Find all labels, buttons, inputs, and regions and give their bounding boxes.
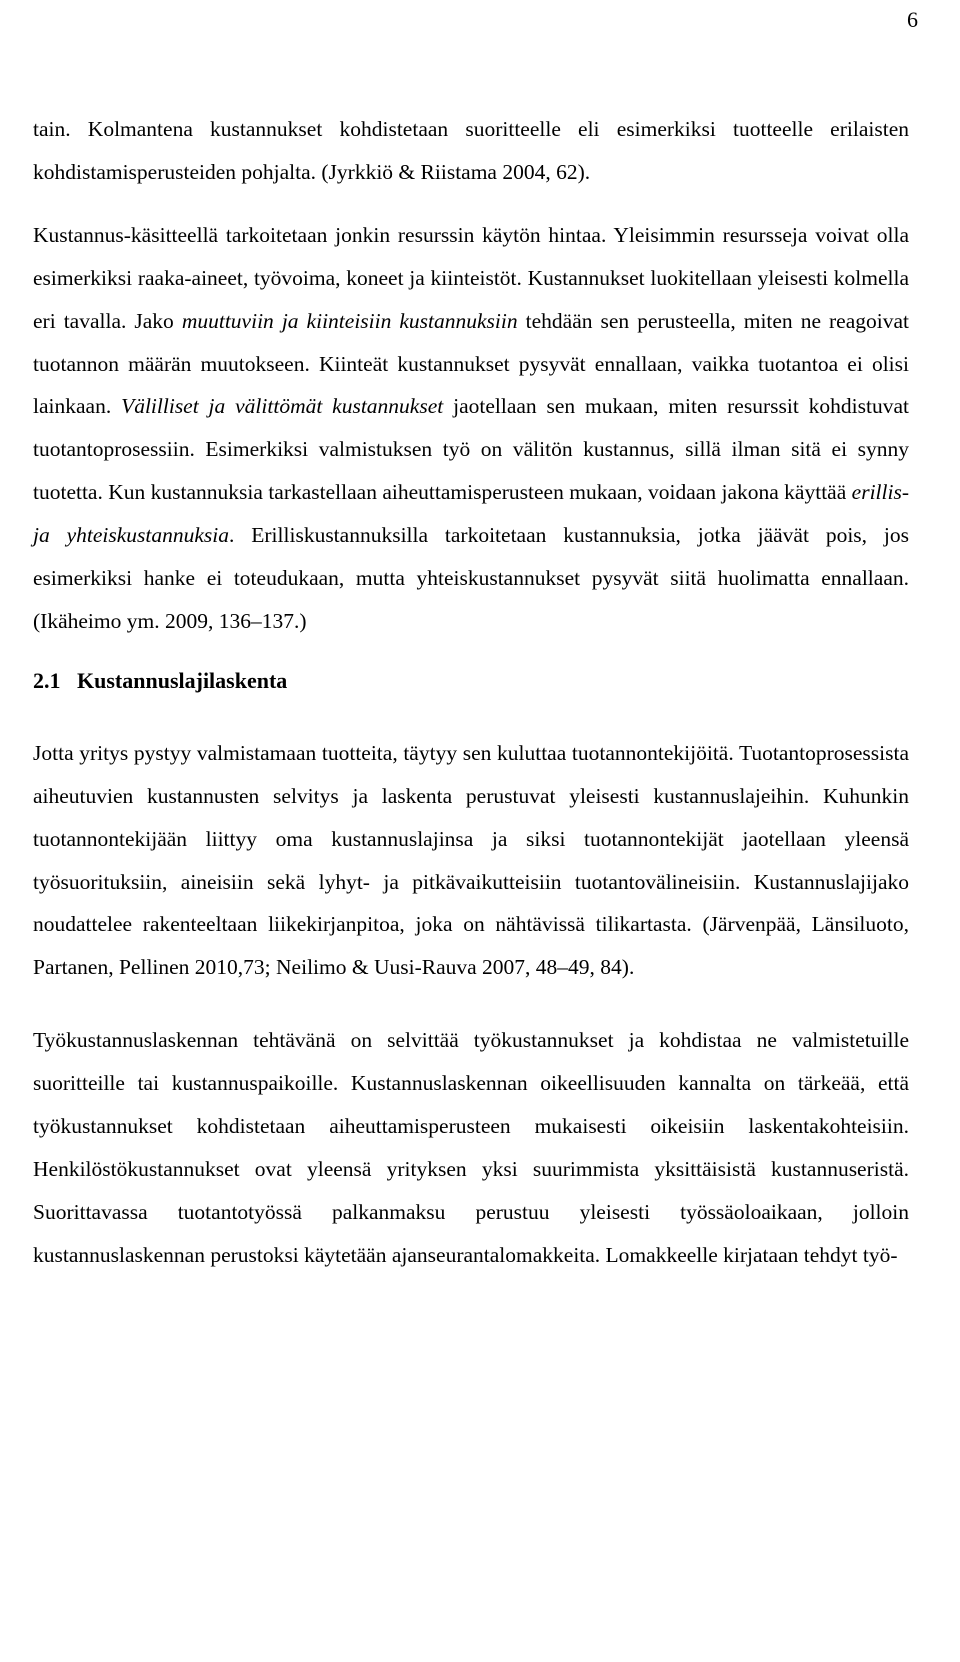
section-title: Kustannuslajilaskenta: [77, 667, 288, 693]
italic-term-indirect-direct: Välilliset ja välittömät kustannukset: [121, 394, 444, 419]
paragraph-text: tehdään sen perusteella, miten ne reagoivat tuotannon määrän muutokseen. Kiinteät kustannukset pysyvät ennallaan, vaikka tuotantoa ei olisi lainkaan.: [33, 308, 910, 419]
paragraph-cost-concept: [33, 214, 909, 643]
section-heading: [33, 660, 909, 703]
paragraph-cost-types: Jotta yritys pystyy valmistamaan tuotteita, täytyy sen kuluttaa tuotannontekijöitä. Tuotantoprosessista aiheutuvien kustannusten selvitys ja laskenta perustuvat yleisesti kustannuslajeihin. Kuhunkin tuotannontekijään liittyy oma kustannuslajinsa ja siksi tuotannontekijät jaotellaan yleensä työsuorituksiin, aineisiin sekä lyhyt- ja pitkävaikutteisiin tuotantovälineisiin. Kustannuslajijako noudattelee rakenteeltaan liikekirjanpitoa, joka on nähtävissä tilikartasta. (Järvenpää, Länsiluoto, Partanen, Pellinen 2010,73; Neilimo & Uusi-Rauva 2007, 48–49, 84).: [33, 740, 909, 980]
paragraph-text: Kustannus-käsitteellä tarkoitetaan jonkin resurssin käytön hintaa. Yleisimmin resursseja voivat olla esimerkiksi raaka-aineet, työvoima, koneet ja kiinteistöt. Kustannukset luokitellaan yleisesti kolmella eri tavalla. Jako: [33, 222, 909, 333]
italic-term-separate-joint: erillis- ja yhteiskustannuksia: [33, 480, 909, 548]
page-number: 6: [907, 7, 918, 32]
paragraph-text: jaotellaan sen mukaan, miten resurssit kohdistuvat tuotantoprosessiin. Esimerkiksi valmistuksen työ on välitön kustannus, sillä ilman sitä ei synny tuotetta. Kun kustannuksia tarkastellaan aiheuttamisperusteen mukaan, voidaan jakona käyttää: [33, 394, 909, 505]
paragraph-intro-continuation: tain. Kolmantena kustannukset kohdistetaan suoritteelle eli esimerkiksi tuotteelle erilaisten kohdistamisperusteiden pohjalta. (Jyrkkiö & Riistama 2004, 62).: [33, 117, 909, 184]
page-body: [33, 108, 909, 1277]
paragraph-labor-costing: Työkustannuslaskennan tehtävänä on selvittää työkustannukset ja kohdistaa ne valmistetuille suoritteille tai kustannuspaikoille. Kustannuslaskennan oikeellisuuden kannalta on tärkeää, että työkustannukset kohdistetaan aiheuttamisperusteen mukaisesti oikeisiin laskentakohteisiin. Henkilöstökustannukset ovat yleensä yrityksen yksi suurimmista yksittäisistä kustannuseristä. Suorittavassa tuotantotyössä palkanmaksu perustuu yleisesti työssäoloaikaan, jolloin kustannuslaskennan perustoksi käytetään ajanseurantalomakkeita. Lomakkeelle kirjataan tehdyt työ-: [33, 1028, 909, 1267]
paragraph-text: . Erilliskustannuksilla tarkoitetaan kustannuksia, jotka jäävät pois, jos esimerkiksi hanke ei toteudukaan, mutta yhteiskustannukset pysyvät siitä huolimatta ennallaan. (Ikäheimo ym. 2009, 136–137.): [33, 523, 909, 633]
italic-term-variable-fixed: muuttuviin ja kiinteisiin kustannuksiin: [181, 308, 518, 333]
section-number: 2.1: [33, 667, 61, 693]
